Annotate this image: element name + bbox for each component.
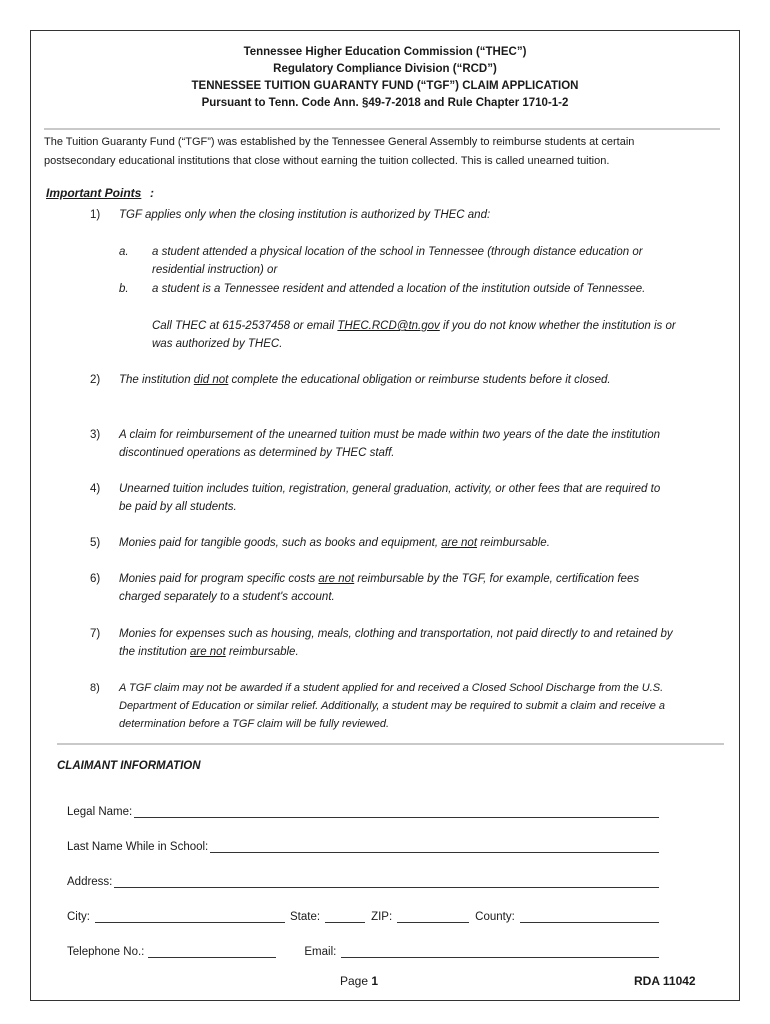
point-emphasis: did not [193,374,229,386]
point-text: Monies for expenses such as housing, meals, clothing and transportation, not paid directly to and retained by the institution [119,628,673,658]
point-number: 7) [90,628,101,640]
point-text: Monies paid for tangible goods, such as books and equipment, [119,537,442,549]
county-field[interactable] [520,909,659,923]
county-label: County: [475,911,515,923]
telephone-field[interactable] [148,944,276,958]
note-text: Call THEC at 615-2537458 or email [152,320,338,332]
sub-text: a student is a Tennessee resident and attended a location of the institution outside of Tennessee. [152,283,646,295]
zip-field[interactable] [397,909,469,923]
state-field[interactable] [325,909,365,923]
header-divider [44,128,720,130]
point-number: 8) [90,682,100,694]
point-text-end: reimbursable. [225,646,299,658]
sub-letter: a. [119,246,129,258]
point-text: A claim for reimbursement of the unearned tuition must be made within two years of the date the institution discontinued operations as determined by THEC staff. [119,429,660,459]
city-field[interactable] [95,909,285,923]
section-divider [57,743,724,745]
address-row [67,870,659,888]
address-field[interactable] [114,874,659,888]
intro-paragraph [44,133,724,171]
city-state-zip-county-row [67,905,659,923]
point-number: 5) [90,537,101,549]
address-label: Address: [67,876,113,888]
point-number: 6) [90,573,101,585]
important-points-heading: Important Points [46,186,142,200]
point-number: 4) [90,483,101,495]
document-header [30,44,740,112]
header-title: TENNESSEE TUITION GUARANTY FUND (“TGF”) CLAIM APPLICATION [191,80,579,92]
point-number: 1) [90,209,101,221]
note-text-end: if you do not know whether the institution is or was authorized by THEC. [152,320,676,350]
point-text: A TGF claim may not be awarded if a student applied for and received a Closed School Discharge from the U.S. Department of Education or similar relief. Additionally, a student may be required to submit a claim and receive a determination before a TGF claim will be fully reviewed. [119,682,665,730]
legal-name-label: Legal Name: [67,806,133,818]
city-label: City: [67,911,90,923]
last-name-school-field[interactable] [210,839,659,853]
header-division: Regulatory Compliance Division (“RCD”) [273,63,497,75]
last-name-school-label: Last Name While in School: [67,841,209,853]
header-statute: Pursuant to Tenn. Code Ann. §49-7-2018 and Rule Chapter 1710-1-2 [201,97,569,109]
legal-name-field[interactable] [134,804,659,818]
point-emphasis: are not [441,537,478,549]
point-number: 2) [90,374,101,386]
important-points-colon: : [150,186,154,200]
page-label: Page [340,974,372,988]
email-label: Email: [304,946,337,958]
telephone-email-row [67,940,659,958]
point-text: TGF applies only when the closing institution is authorized by THEC and: [119,209,491,221]
point-emphasis: are not [318,573,355,585]
point-number: 3) [90,429,101,441]
sub-text: a student attended a physical location of the school in Tennessee (through distance education or residential instruction) or [152,246,643,276]
state-label: State: [290,911,321,923]
page-number [340,974,378,988]
zip-label: ZIP: [371,911,393,923]
header-commission: Tennessee Higher Education Commission (“THEC”) [243,46,527,58]
telephone-label: Telephone No.: [67,946,145,958]
point-text: The institution [119,374,194,386]
legal-name-row [67,800,659,818]
point-text-end: reimbursable by the TGF, for example, certification fees charged separately to a student's account. [119,573,640,603]
claimant-information-heading: CLAIMANT INFORMATION [57,760,201,772]
point-text-end: complete the educational obligation or reimburse students before it closed. [228,374,611,386]
thec-email-link[interactable]: THEC.RCD@tn.gov [337,320,440,332]
intro-line-1: The Tuition Guaranty Fund (“TGF”) was established by the Tennessee General Assembly to reimburse students at certain [44,136,635,148]
point-text: Unearned tuition includes tuition, registration, general graduation, activity, or other fees that are required to be paid by all students. [119,483,661,513]
point-emphasis: are not [189,646,226,658]
intro-line-2: postsecondary educational institutions that close without earning the tuition collected. This is called unearned tuition. [44,155,610,167]
last-name-school-row [67,835,659,853]
point-text-end: reimbursable. [477,537,550,549]
email-field[interactable] [341,944,659,958]
point-text: Monies paid for program specific costs [119,573,319,585]
form-id: RDA 11042 [634,974,696,988]
sub-letter: b. [119,283,129,295]
page-number-value: 1 [371,974,379,988]
